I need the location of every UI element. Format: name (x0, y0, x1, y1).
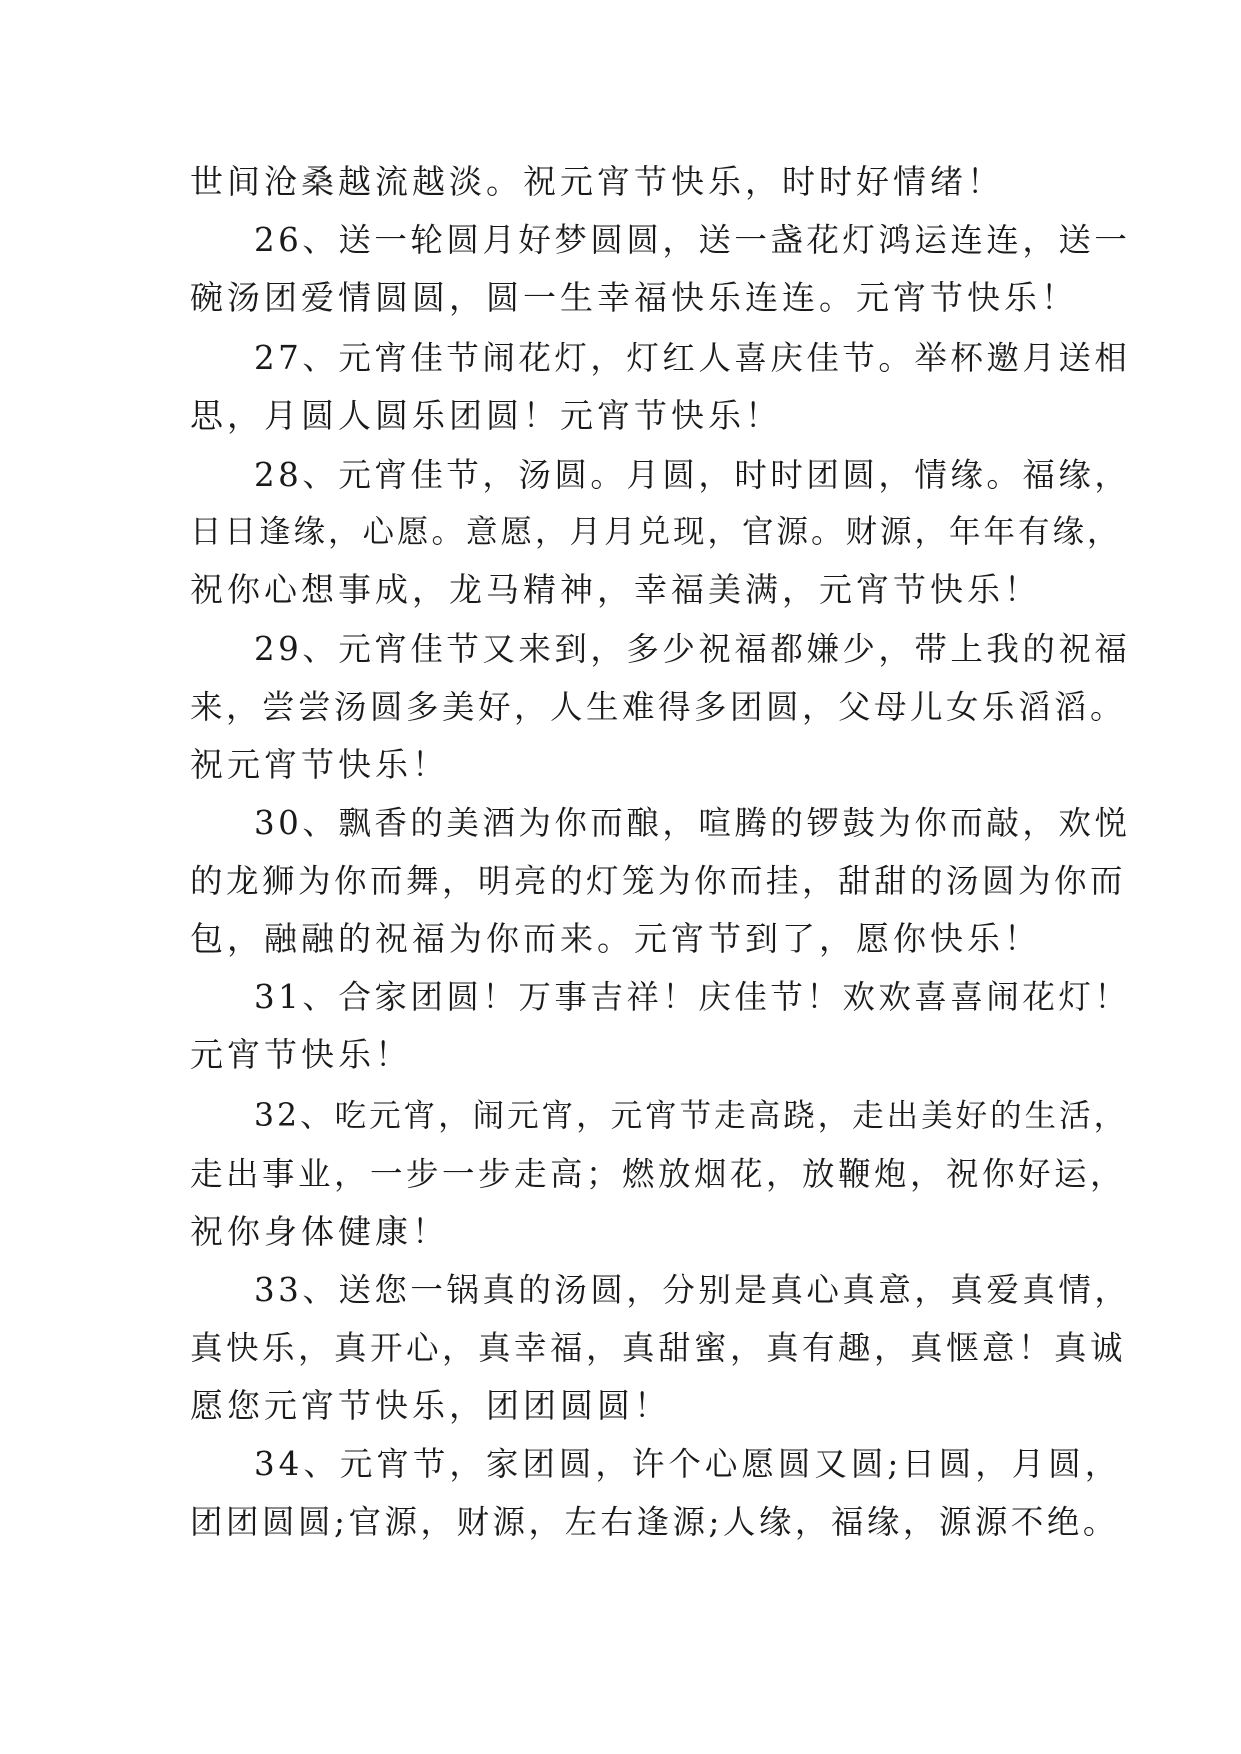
text-line: 走出事业，一步一步走高；燃放烟花，放鞭炮，祝你好运， (190, 1155, 1127, 1193)
text-line: 的龙狮为你而舞，明亮的灯笼为你而挂，甜甜的汤圆为你而 (190, 862, 1127, 900)
text-line: 日日逢缘，心愿。意愿，月月兑现，官源。财源，年年有缘， (190, 514, 1122, 550)
text-line: 28、元宵佳节，汤圆。月圆，时时团圆，情缘。福缘， (254, 456, 1131, 494)
text-line: 祝元宵节快乐！ (190, 745, 449, 784)
text-line: 祝你身体健康！ (190, 1212, 449, 1251)
text-line: 29、元宵佳节又来到，多少祝福都嫌少，带上我的祝福 (254, 630, 1131, 668)
text-line: 31、合家团圆！万事吉祥！庆佳节！欢欢喜喜闹花灯！ (254, 978, 1131, 1016)
text-line: 来，尝尝汤圆多美好，人生难得多团圆，父母儿女乐滔滔。 (190, 688, 1127, 726)
text-line: 34、元宵节，家团圆，许个心愿圆又圆;日圆，月圆， (254, 1445, 1122, 1483)
text-line: 26、送一轮圆月好梦圆圆，送一盏花灯鸿运连连，送一 (254, 221, 1131, 259)
text-line: 祝你心想事成，龙马精神，幸福美满，元宵节快乐！ (190, 570, 1041, 609)
text-line: 30、飘香的美酒为你而酿，喧腾的锣鼓为你而敲，欢悦 (254, 804, 1131, 842)
text-line: 团团圆圆;官源，财源，左右逢源;人缘，福缘，源源不绝。 (190, 1503, 1119, 1541)
text-line: 包，融融的祝福为你而来。元宵节到了，愿你快乐！ (190, 919, 1041, 958)
text-line: 思，月圆人圆乐团圆！元宵节快乐！ (190, 396, 782, 435)
text-line: 32、吃元宵，闹元宵，元宵节走高跷，走出美好的生活， (254, 1098, 1129, 1134)
text-line: 元宵节快乐！ (190, 1035, 412, 1074)
text-line: 33、送您一锅真的汤圆，分别是真心真意，真爱真情， (254, 1271, 1131, 1309)
text-line: 真快乐，真开心，真幸福，真甜蜜，真有趣，真惬意！真诚 (190, 1329, 1127, 1367)
text-line: 世间沧桑越流越淡。祝元宵节快乐，时时好情绪！ (190, 162, 1004, 201)
text-line: 愿您元宵节快乐，团团圆圆！ (190, 1386, 671, 1425)
text-line: 碗汤团爱情圆圆，圆一生幸福快乐连连。元宵节快乐！ (190, 278, 1078, 317)
text-line: 27、元宵佳节闹花灯，灯红人喜庆佳节。举杯邀月送相 (254, 339, 1131, 377)
